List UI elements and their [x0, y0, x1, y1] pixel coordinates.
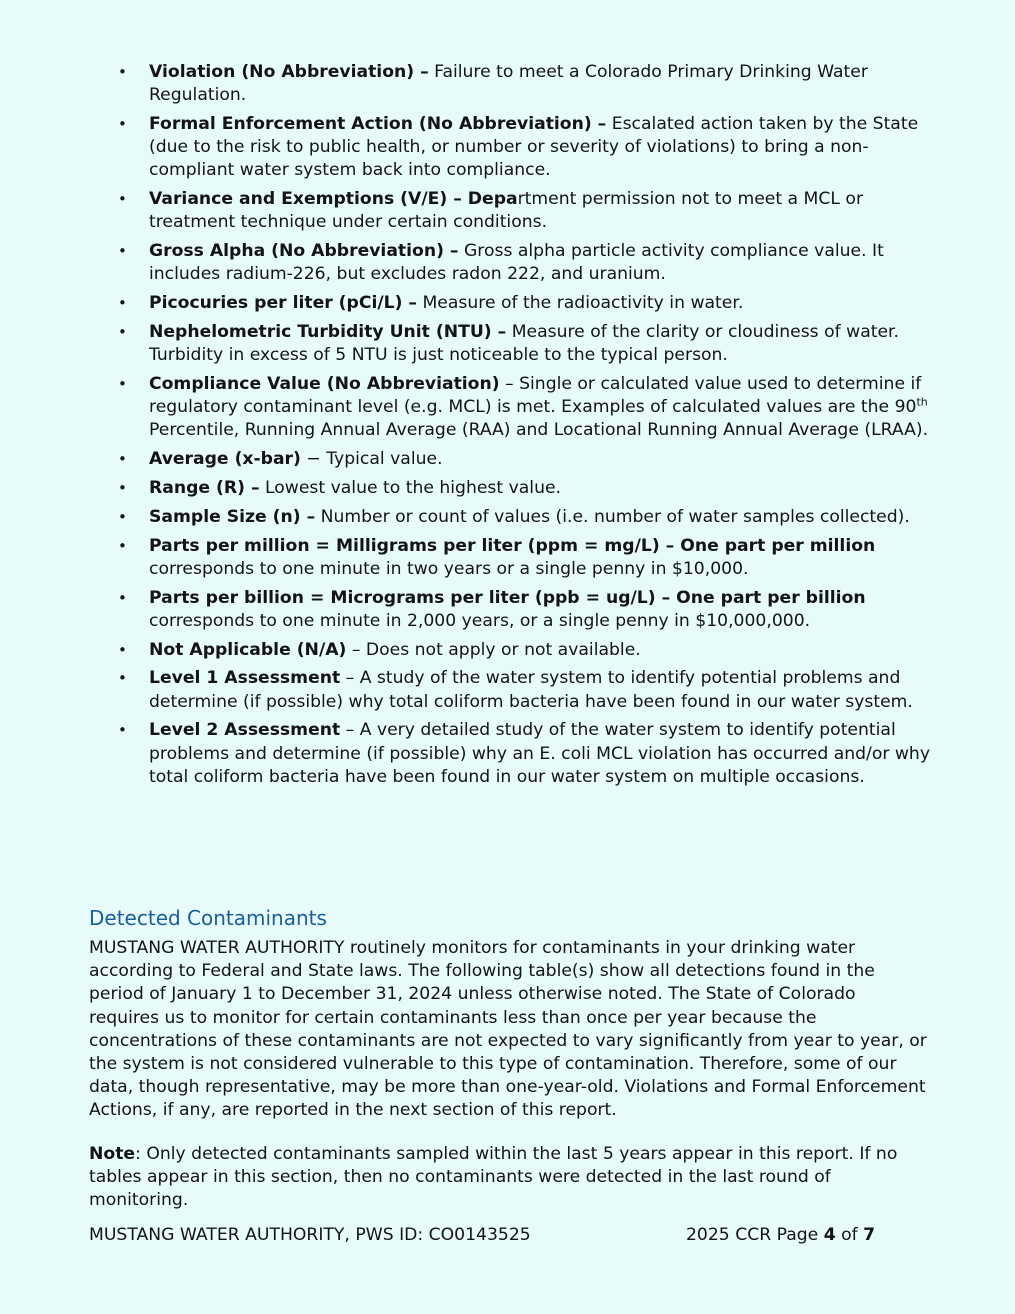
- definition-term: Range (R) –: [149, 478, 260, 498]
- footer-page-indicator: [686, 1224, 875, 1247]
- footer-page-prefix: 2025 CCR Page: [686, 1225, 824, 1245]
- definition-item-average: [118, 448, 938, 471]
- definition-text: Failure to meet a Colorado Primary Drinking Water Regulation.: [149, 62, 868, 106]
- bullet-icon: •: [118, 479, 127, 497]
- definition-term: Gross Alpha (No Abbreviation) –: [149, 241, 459, 262]
- definition-item-not-applicable: [118, 639, 938, 662]
- section-heading: Detected Contaminants: [89, 906, 327, 930]
- bullet-icon: •: [118, 242, 127, 261]
- definition-text: – Single or calculated value used to determine if regulatory contaminant level (e.g. MCL) is met. Examples of calculated values are the 90: [149, 374, 922, 418]
- bullet-icon: •: [118, 640, 127, 659]
- definition-term: Not Applicable (N/A): [149, 639, 347, 660]
- note-label: Note: [89, 1144, 136, 1164]
- definition-item-level-2-assessment: [118, 719, 938, 789]
- definition-text: corresponds to one minute in 2,000 years, or a single penny in $10,000,000.: [149, 610, 811, 631]
- footer-page-of: of: [835, 1225, 864, 1245]
- superscript-th: th: [916, 395, 928, 409]
- definition-item-ntu: [118, 321, 938, 367]
- definition-item-violation: [118, 61, 938, 107]
- definition-text: – Does not apply or not available.: [346, 639, 641, 660]
- bullet-icon: •: [118, 507, 127, 526]
- definition-text: Measure of the radioactivity in water.: [417, 293, 744, 314]
- definition-item-ppb: [118, 587, 938, 633]
- definition-term: Average (x-bar): [149, 449, 301, 470]
- bullet-icon: •: [118, 588, 127, 607]
- definition-term: Level 1 Assessment: [149, 668, 341, 689]
- bullet-icon: •: [118, 375, 127, 393]
- definition-term: Parts per million = Milligrams per liter (ppm = mg/L) – One part per million: [149, 535, 876, 556]
- definition-item-sample-size: [118, 506, 938, 529]
- definition-text: Measure of the clarity or cloudiness of water. Turbidity in excess of 5 NTU is just noticeable to the typical person.: [149, 322, 899, 366]
- definition-item-gross-alpha: [118, 240, 938, 286]
- definition-term: Parts per billion = Micrograms per liter (ppb = ug/L) – One part per billion: [149, 587, 866, 608]
- definition-item-ppm: [118, 535, 938, 581]
- definition-text: Gross alpha particle activity compliance value. It includes radium-226, but excludes radon 222, and uranium.: [149, 241, 884, 285]
- definition-item-formal-enforcement: [118, 113, 938, 183]
- definition-text: Lowest value to the highest value.: [259, 478, 561, 498]
- footer-page-total: 7: [863, 1225, 876, 1245]
- bullet-icon: •: [118, 190, 127, 209]
- bullet-icon: •: [118, 294, 127, 313]
- bullet-icon: •: [118, 450, 127, 469]
- definition-text: – A very detailed study of the water system to identify potential problems and determine (if possible) why an E. coli MCL violation has occurred and/or why total coliform bacteria have been found in our water system on multiple occasions.: [149, 720, 930, 787]
- definition-text: corresponds to one minute in two years or a single penny in $10,000.: [149, 558, 749, 579]
- definition-term: Formal Enforcement Action (No Abbreviation) –: [149, 114, 607, 134]
- definition-item-level-1-assessment: [118, 667, 938, 713]
- bullet-icon: •: [118, 115, 127, 133]
- footer-page-number: 4: [823, 1225, 836, 1245]
- definition-text: rtment permission not to meet a MCL or treatment technique under certain conditions.: [149, 189, 864, 233]
- definitions-list: [118, 61, 938, 795]
- definition-text-continued: Percentile, Running Annual Average (RAA) and Locational Running Annual Average (LRAA).: [149, 420, 929, 441]
- note-paragraph: [89, 1143, 929, 1213]
- definition-item-picocuries: [118, 292, 938, 315]
- definition-text: − Typical value.: [300, 449, 443, 470]
- detected-contaminants-paragraph: MUSTANG WATER AUTHORITY routinely monitors for contaminants in your drinking water according to Federal and State laws. The following table(s) show all detections found in the period of January 1 to December 31, 2024 unless otherwise noted. The State of Colorado requires us to monitor for certain contaminants less than once per year because the concentrations of these contaminants are not expected to vary significantly from year to year, or the system is not considered vulnerable to this type of contamination. Therefore, some of our data, though representative, may be more than one-year-old. Violations and Formal Enforcement Actions, if any, are reported in the next section of this report.: [89, 938, 927, 1121]
- definition-term: Level 2 Assessment: [149, 720, 341, 741]
- footer-system-id: MUSTANG WATER AUTHORITY, PWS ID: CO0143525: [89, 1225, 531, 1245]
- definition-item-variance: [118, 188, 938, 234]
- bullet-icon: •: [118, 669, 127, 688]
- bullet-icon: •: [118, 721, 127, 740]
- definition-term: Compliance Value (No Abbreviation): [149, 374, 500, 394]
- definition-text: – A study of the water system to identify potential problems and determine (if possible) why total coliform bacteria have been found in our water system.: [149, 668, 913, 712]
- definition-term: Variance and Exemptions (V/E) – Depa: [149, 189, 518, 210]
- bullet-icon: •: [118, 63, 127, 81]
- definition-text: Number or count of values (i.e. number of water samples collected).: [315, 506, 910, 527]
- note-text: : Only detected contaminants sampled within the last 5 years appear in this report. If no tables appear in this section, then no contaminants were detected in the last round of monitoring.: [89, 1144, 898, 1211]
- bullet-icon: •: [118, 536, 127, 555]
- definition-term: Picocuries per liter (pCi/L) –: [149, 293, 418, 314]
- definition-item-compliance-value: [118, 373, 938, 443]
- definition-text: Escalated action taken by the State (due to the risk to public health, or number or severity of violations) to bring a non-compliant water system back into compliance.: [149, 114, 919, 181]
- definition-term: Sample Size (n) –: [149, 506, 316, 527]
- definition-item-range: [118, 477, 938, 500]
- bullet-icon: •: [118, 323, 127, 341]
- definition-term: Violation (No Abbreviation) –: [149, 62, 429, 82]
- definition-term: Nephelometric Turbidity Unit (NTU) –: [149, 322, 507, 342]
